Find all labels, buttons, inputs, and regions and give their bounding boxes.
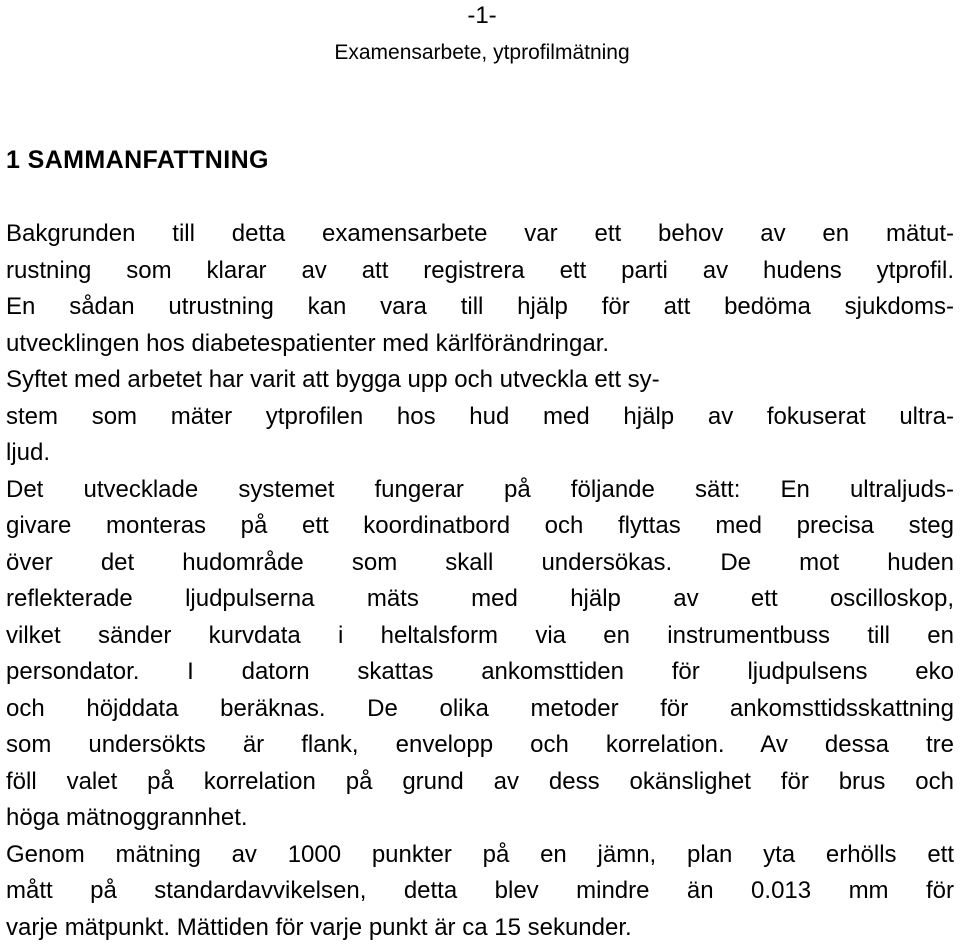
text-line: Syftet med arbetet har varit att bygga upp och utveckla ett sy- <box>6 366 660 393</box>
text-line: som undersökts är flank, envelopp och korrelation. Av dessa tre <box>6 731 954 758</box>
text-line: reflekterade ljudpulserna mäts med hjälp av ett oscilloskop, <box>6 585 954 612</box>
text-line: ljud. <box>6 439 51 466</box>
running-header: Examensarbete, ytprofilmätning <box>334 41 630 64</box>
text-line: föll valet på korrelation på grund av dess okänslighet för brus och <box>6 767 954 795</box>
text-line: och höjddata beräknas. De olika metoder för ankomsttidsskattning <box>6 694 954 722</box>
text-line: vilket sänder kurvdata i heltalsform via en instrumentbuss till en <box>6 621 954 649</box>
text-line: höga mätnoggrannhet. <box>6 804 248 831</box>
text-line: Det utvecklade systemet fungerar på följande sätt: En ultraljuds- <box>6 475 954 503</box>
text-line: Genom mätning av 1000 punkter på en jämn, plan yta erhölls ett <box>6 840 954 868</box>
text-line: En sådan utrustning kan vara till hjälp för att bedöma sjukdoms- <box>6 293 954 320</box>
text-line: utvecklingen hos diabetespatienter med kärlförändringar. <box>6 329 610 357</box>
text-line: mått på standardavvikelsen, detta blev mindre än 0.013 mm för <box>6 877 954 904</box>
section-heading: 1 SAMMANFATTNING <box>6 146 269 174</box>
text-line: persondator. I datorn skattas ankomsttiden för ljudpulsens eko <box>6 658 954 685</box>
text-line: rustning som klarar av att registrera ett parti av hudens ytprofil. <box>6 256 954 284</box>
text-line: över det hudområde som skall undersökas. De mot huden <box>6 548 954 576</box>
page-number: -1- <box>467 2 497 29</box>
text-line: stem som mäter ytprofilen hos hud med hjälp av fokuserat ultra- <box>6 402 954 430</box>
text-line: varje mätpunkt. Mättiden för varje punkt är ca 15 sekunder. <box>6 913 632 941</box>
summary-paragraphs <box>6 216 954 946</box>
text-line: Bakgrunden till detta examensarbete var ett behov av en mätut- <box>6 220 954 247</box>
text-line: givare monteras på ett koordinatbord och flyttas med precisa steg <box>6 512 954 539</box>
